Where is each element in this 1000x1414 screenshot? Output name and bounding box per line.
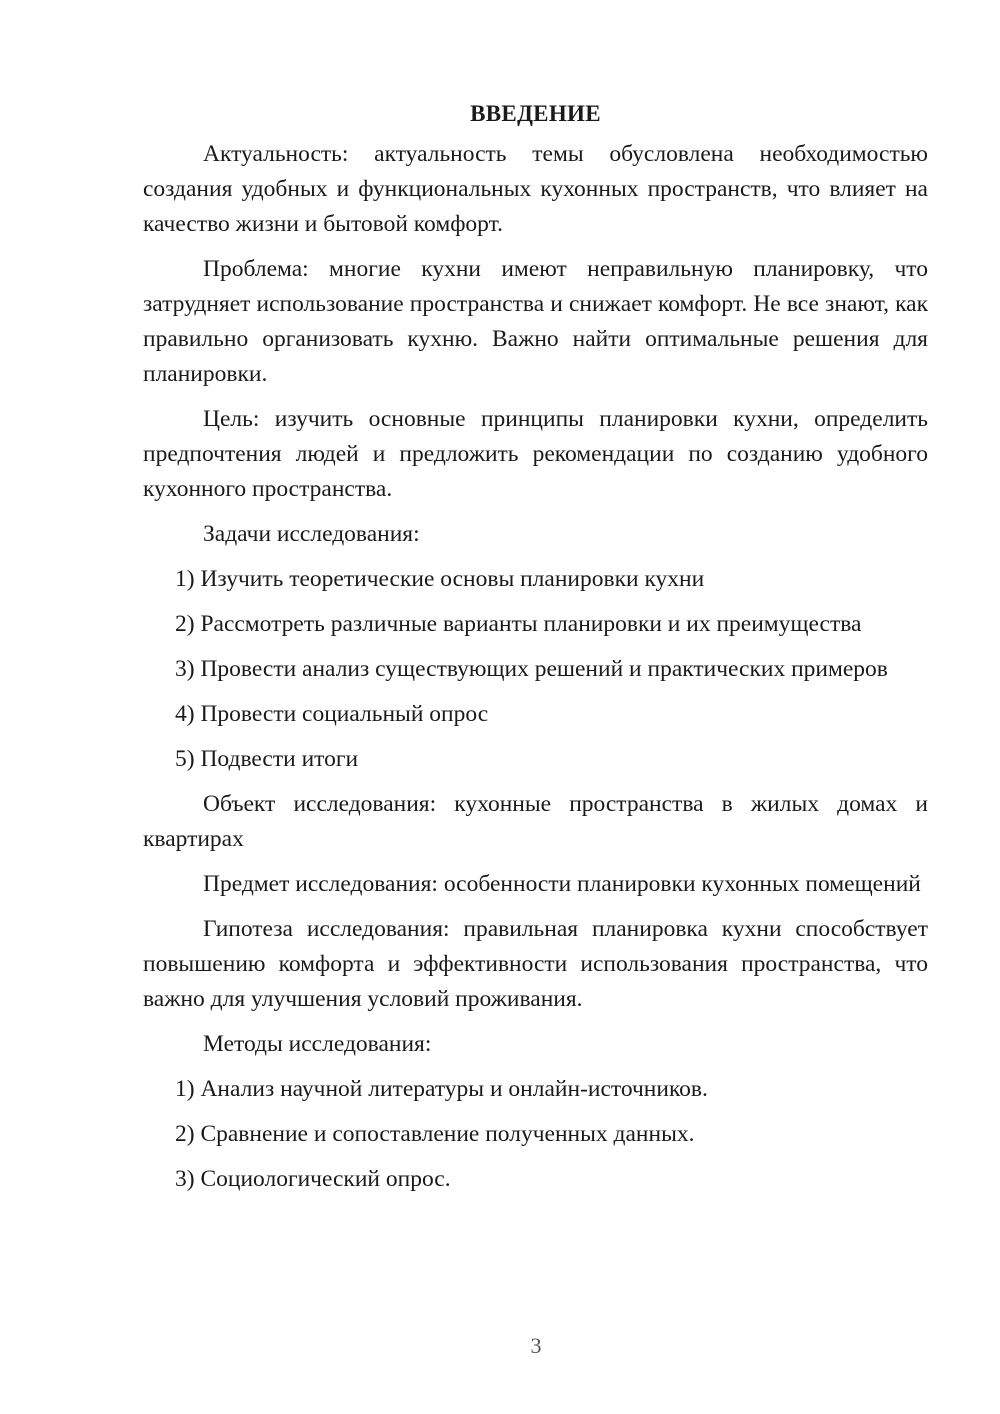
tasks-heading: Задачи исследования:	[203, 521, 420, 547]
task-item: 3) Провести анализ существующих решений и практических примеров	[175, 656, 888, 682]
goal-paragraph: Цель: изучить основные принципы планировки кухни, определить предпочтения людей и предложить рекомендации по созданию удобного кухонного пространства.	[143, 406, 928, 502]
problem-paragraph: Проблема: многие кухни имеют неправильную планировку, что затрудняет использование пространства и снижает комфорт. Не все знают, как правильно организовать кухню. Важно найти оптимальные решения для планировки.	[143, 256, 928, 387]
task-item: 2) Рассмотреть различные варианты планировки и их преимущества	[175, 611, 862, 637]
hypothesis-paragraph: Гипотеза исследования: правильная планировка кухни способствует повышению комфорта и эффективности использования пространства, что важно для улучшения условий проживания.	[143, 916, 928, 1012]
section-title: ВВЕДЕНИЕ	[470, 101, 601, 126]
page-number: 3	[530, 1333, 542, 1358]
task-item: 4) Провести социальный опрос	[175, 701, 489, 727]
method-item: 3) Социологический опрос.	[175, 1166, 451, 1192]
subject-paragraph: Предмет исследования: особенности планировки кухонных помещений	[203, 871, 921, 897]
methods-heading: Методы исследования:	[203, 1031, 432, 1057]
object-paragraph: Объект исследования: кухонные пространства в жилых домах и квартирах	[143, 791, 928, 852]
method-item: 2) Сравнение и сопоставление полученных данных.	[175, 1121, 695, 1147]
page-content	[143, 96, 928, 1207]
task-item: 5) Подвести итоги	[175, 746, 359, 772]
task-item: 1) Изучить теоретические основы планировки кухни	[175, 566, 705, 592]
relevance-paragraph: Актуальность: актуальность темы обусловлена необходимостью создания удобных и функциональных кухонных пространств, что влияет на качество жизни и бытовой комфорт.	[143, 141, 928, 237]
method-item: 1) Анализ научной литературы и онлайн-источников.	[175, 1076, 708, 1102]
